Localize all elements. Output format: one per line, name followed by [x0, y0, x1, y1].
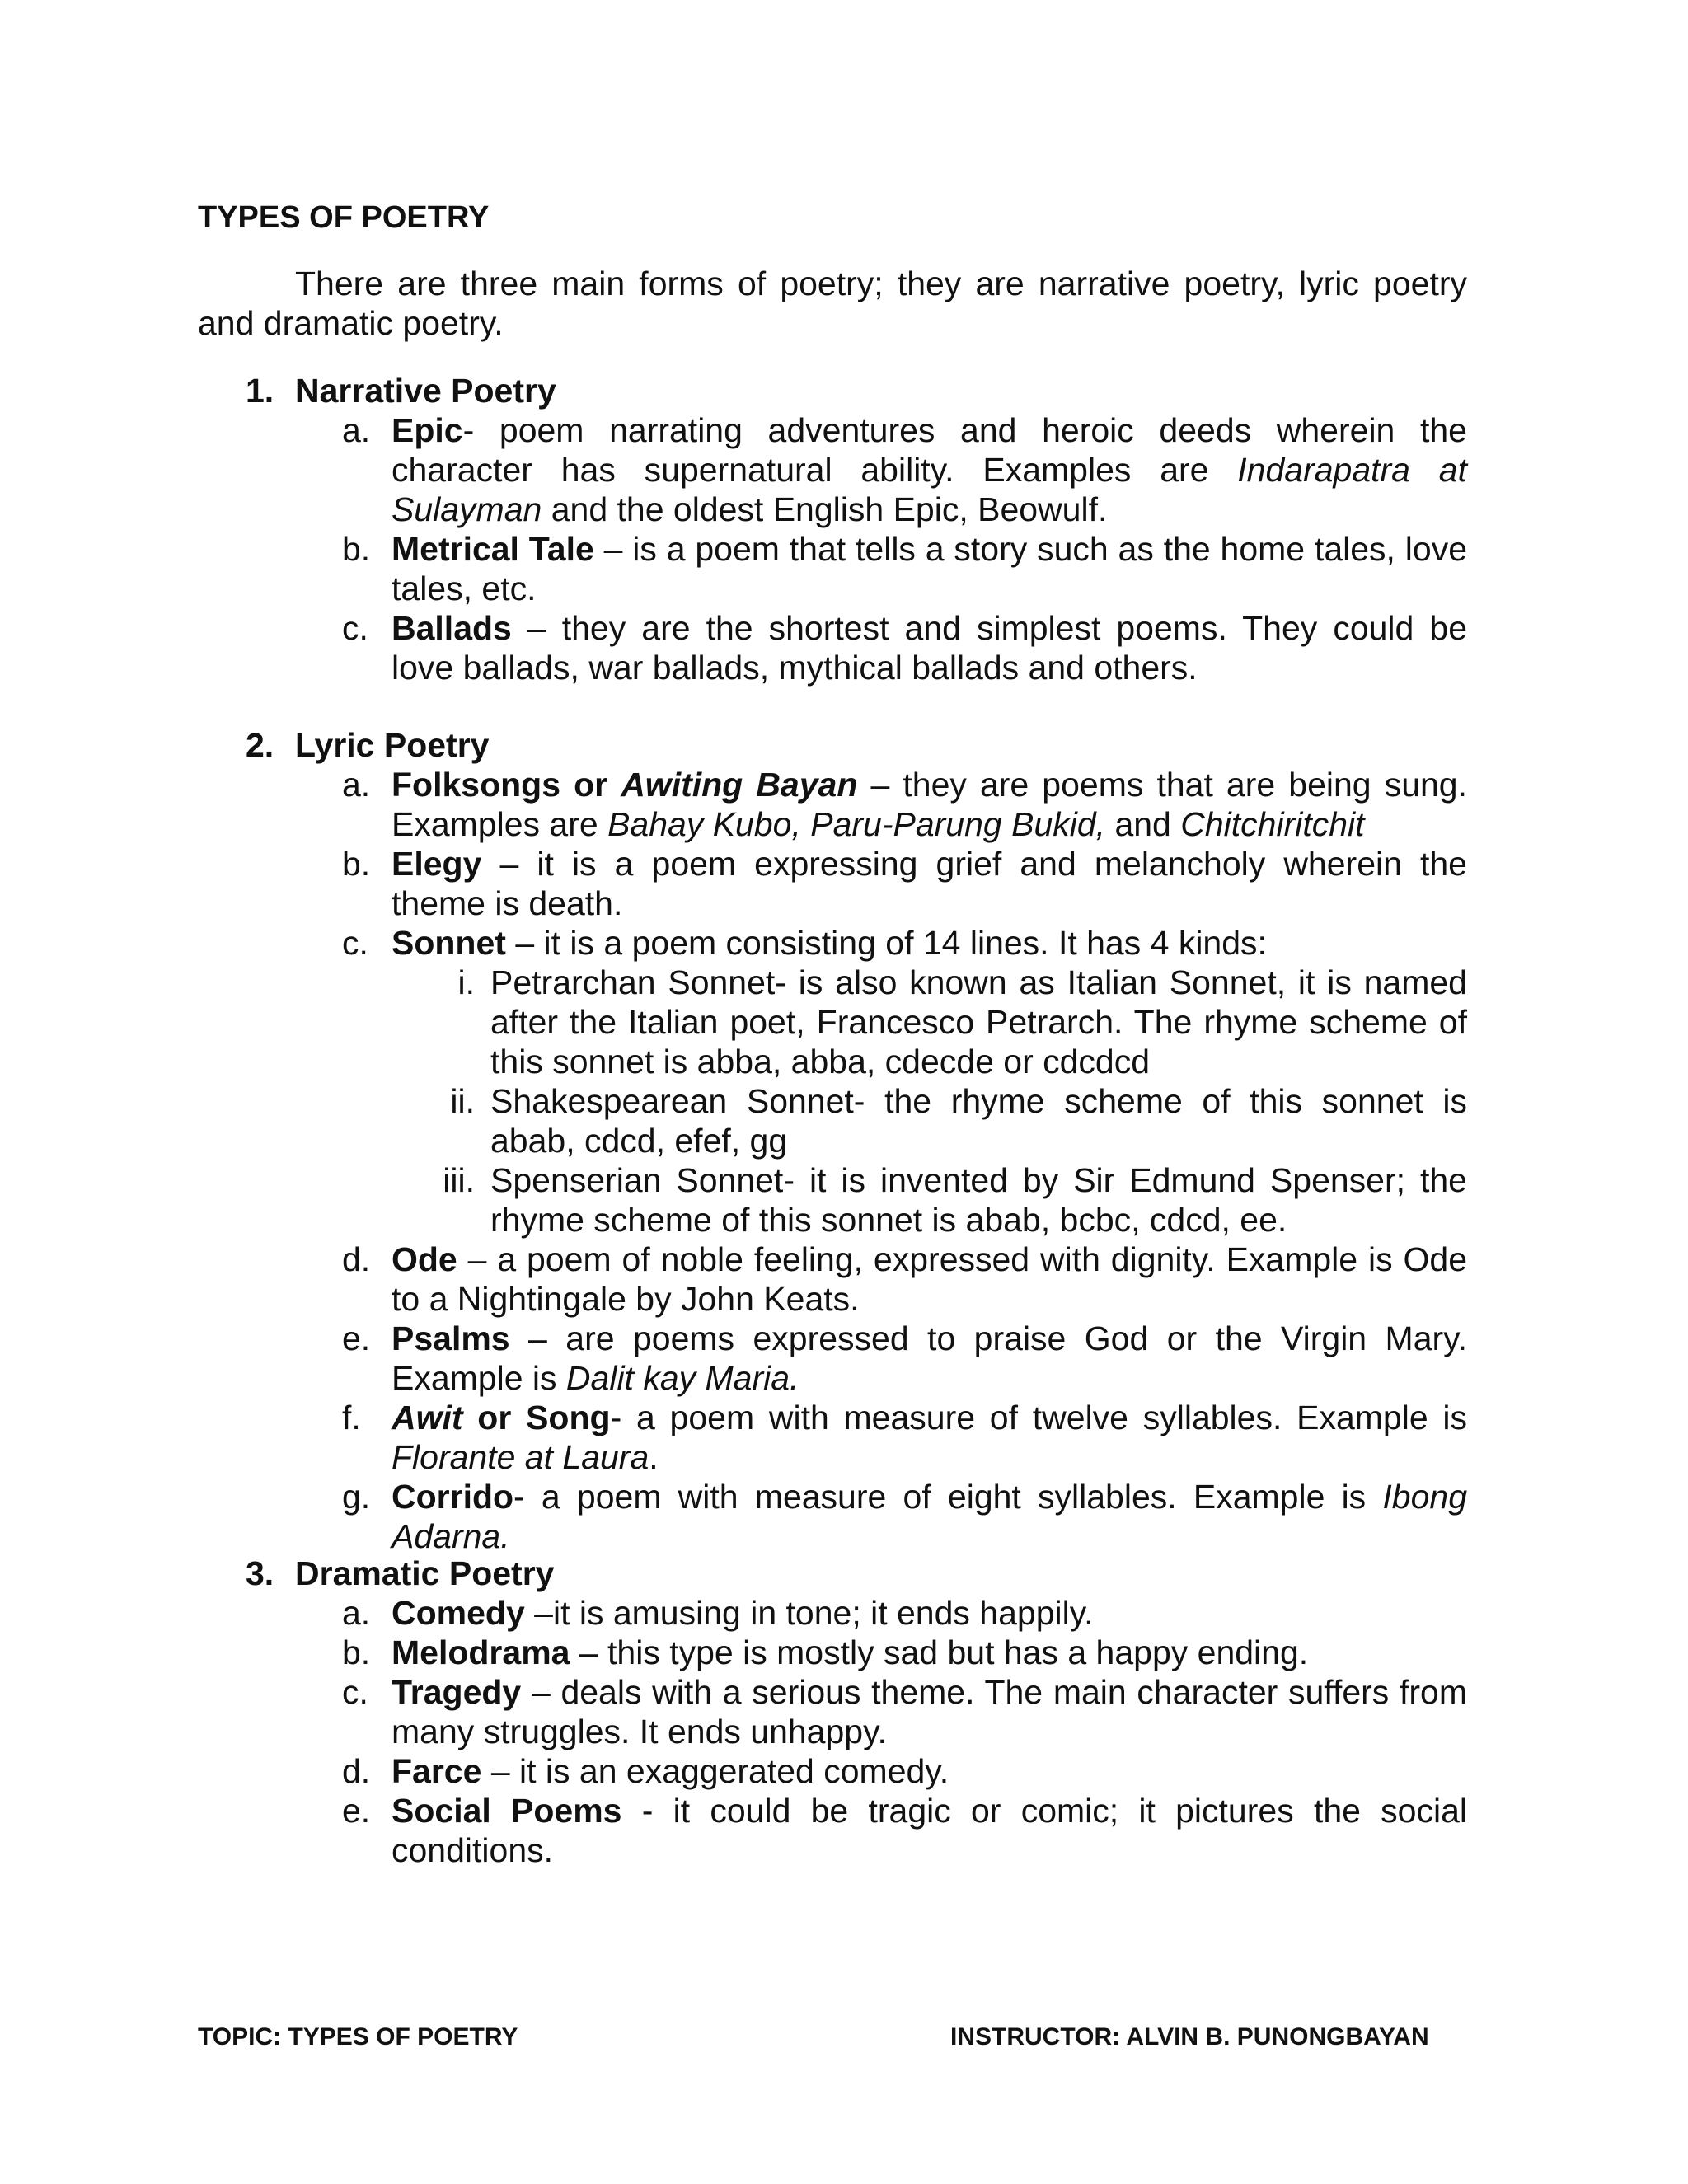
item-term: Ode — [392, 1240, 457, 1278]
item-marker: d. — [342, 1752, 371, 1790]
item-text: . — [649, 1438, 659, 1476]
item-text: - a poem with measure of twelve syllables. Example is — [610, 1399, 1468, 1436]
item-marker: a. — [342, 766, 371, 804]
section-heading — [198, 1554, 1467, 1593]
sublist-item-petrarchan — [198, 963, 1467, 1081]
section-title: Dramatic Poetry — [295, 1554, 555, 1592]
list-item-awit — [198, 1398, 1467, 1477]
section-heading — [198, 371, 1467, 410]
item-term: Tragedy — [392, 1673, 522, 1711]
item-marker: f. — [342, 1399, 361, 1436]
item-term: Elegy — [392, 845, 482, 883]
section-number: 2. — [246, 726, 274, 764]
list-item-metrical-tale — [198, 529, 1467, 608]
item-marker: c. — [342, 1673, 368, 1711]
item-term: Corrido — [392, 1478, 514, 1516]
item-text: – they are the shortest and simplest poems. They could be love ballads, war ballads, mythical ballads and others. — [392, 609, 1467, 687]
list-item-ballads — [198, 608, 1467, 687]
item-term: Comedy — [392, 1594, 525, 1632]
list-item-farce — [198, 1751, 1467, 1791]
document-title: TYPES OF POETRY — [198, 200, 490, 235]
item-italic-text: Indarapatra at Sulayman — [392, 451, 1467, 528]
item-text: – they are poems that are being sung. Examples are — [392, 766, 1467, 843]
item-italic-text: Florante at Laura — [392, 1438, 649, 1476]
subitem-marker: iii. — [443, 1161, 475, 1199]
item-marker: a. — [342, 1594, 371, 1632]
item-text: and the oldest English Epic, Beowulf. — [542, 490, 1108, 528]
section-narrative-poetry — [198, 371, 1467, 687]
item-text: – it is a poem expressing grief and melancholy wherein the theme is death. — [392, 845, 1467, 922]
item-text: and — [1105, 805, 1181, 843]
item-marker: d. — [342, 1240, 371, 1278]
item-term: Melodrama — [392, 1633, 570, 1671]
item-marker: a. — [342, 411, 371, 449]
subitem-marker: i. — [457, 963, 475, 1001]
item-term: Epic — [392, 411, 463, 449]
section-dramatic-poetry — [198, 1554, 1467, 1870]
section-number: 1. — [246, 372, 274, 410]
item-text: –it is amusing in tone; it ends happily. — [524, 1594, 1094, 1632]
item-marker: e. — [342, 1319, 371, 1357]
list-item-melodrama — [198, 1633, 1467, 1672]
subitem-text: Spenserian Sonnet- it is invented by Sir Edmund Spenser; the rhyme scheme of this sonnet is abab, bcbc, cdcd, ee. — [490, 1161, 1467, 1239]
intro-text: There are three main forms of poetry; they are narrative poetry, lyric poetry and dramatic poetry. — [198, 265, 1467, 342]
item-term: Social Poems — [392, 1792, 622, 1830]
item-text: - poem narrating adventures and heroic deeds wherein the character has supernatural ability. Examples are — [392, 411, 1467, 489]
list-item-elegy — [198, 844, 1467, 923]
subitem-text: Shakespearean Sonnet- the rhyme scheme of this sonnet is abab, cdcd, efef, gg — [490, 1082, 1467, 1160]
section-title: Lyric Poetry — [295, 726, 490, 764]
list-item-comedy — [198, 1593, 1467, 1633]
item-italic-text: Chitchiritchit — [1180, 805, 1365, 843]
section-heading — [198, 725, 1467, 765]
item-term: Farce — [392, 1752, 482, 1790]
list-item-epic — [198, 410, 1467, 529]
subitem-marker: ii. — [450, 1082, 475, 1120]
item-italic-text: Ibong Adarna. — [392, 1478, 1467, 1555]
item-term-italic: Awit — [392, 1399, 463, 1436]
item-term: Sonnet — [392, 924, 506, 962]
intro-paragraph — [198, 264, 1467, 343]
sublist-item-shakespearean — [198, 1081, 1467, 1160]
item-italic-text: Dalit kay Maria. — [565, 1359, 799, 1397]
subitem-text: Petrarchan Sonnet- is also known as Italian Sonnet, it is named after the Italian poet, Francesco Petrarch. The rhyme scheme of this sonnet is abba, abba, cdecde or cdcdcd — [490, 963, 1467, 1080]
item-text: – it is a poem consisting of 14 lines. It has 4 kinds: — [505, 924, 1267, 962]
section-title: Narrative Poetry — [295, 372, 556, 410]
item-term: Metrical Tale — [392, 530, 594, 568]
item-marker: g. — [342, 1478, 371, 1516]
footer-topic: TOPIC: TYPES OF POETRY — [198, 2023, 518, 2050]
item-marker: e. — [342, 1792, 371, 1830]
list-item-ode — [198, 1240, 1467, 1319]
list-item-corrido — [198, 1477, 1467, 1556]
item-text: – is a poem that tells a story such as the home tales, love tales, etc. — [392, 530, 1467, 607]
item-term: Folksongs or — [392, 766, 621, 804]
item-marker: b. — [342, 530, 371, 568]
item-term: or Song — [462, 1399, 611, 1436]
item-text: – a poem of noble feeling, expressed with dignity. Example is Ode to a Nightingale by John Keats. — [392, 1240, 1467, 1318]
item-marker: c. — [342, 924, 368, 962]
item-text: – this type is mostly sad but has a happy ending. — [570, 1633, 1309, 1671]
item-term-italic: Awiting Bayan — [621, 766, 858, 804]
sublist-item-spenserian — [198, 1160, 1467, 1240]
item-text: - a poem with measure of eight syllables. Example is — [513, 1478, 1383, 1516]
item-text: – are poems expressed to praise God or the Virgin Mary. Example is — [392, 1319, 1467, 1397]
item-text: – deals with a serious theme. The main character suffers from many struggles. It ends unhappy. — [392, 1673, 1467, 1750]
section-number: 3. — [246, 1554, 274, 1592]
list-item-sonnet — [198, 923, 1467, 963]
item-term: Ballads — [392, 609, 512, 647]
item-marker: b. — [342, 845, 371, 883]
item-term: Psalms — [392, 1319, 510, 1357]
item-italic-text: Bahay Kubo, Paru-Parung Bukid, — [607, 805, 1106, 843]
item-text: - it could be tragic or comic; it pictures the social conditions. — [392, 1792, 1468, 1869]
list-item-psalms — [198, 1319, 1467, 1398]
list-item-tragedy — [198, 1672, 1467, 1751]
section-lyric-poetry — [198, 725, 1467, 1556]
item-marker: c. — [342, 609, 368, 647]
item-marker: b. — [342, 1633, 371, 1671]
item-text: – it is an exaggerated comedy. — [481, 1752, 950, 1790]
footer-instructor: INSTRUCTOR: ALVIN B. PUNONGBAYAN — [950, 2023, 1429, 2050]
list-item-social-poems — [198, 1791, 1467, 1870]
list-item-folksongs — [198, 765, 1467, 844]
